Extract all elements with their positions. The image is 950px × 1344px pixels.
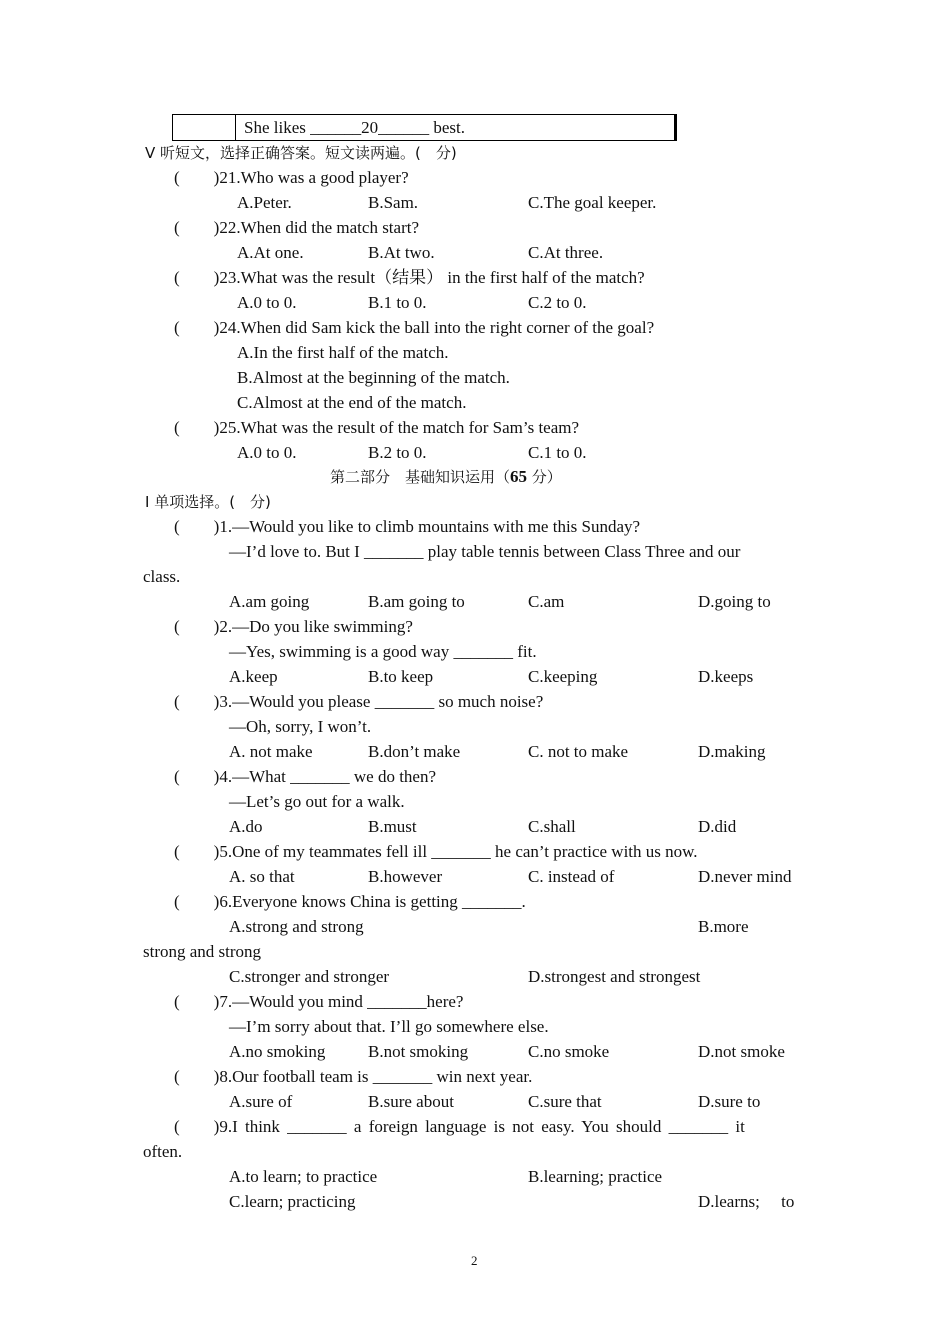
q21-option-a: A.Peter. <box>237 193 292 212</box>
part2-title-end: 分） <box>527 468 562 486</box>
part2-title <box>330 467 562 487</box>
section5-heading: Ⅴ 听短文，选择正确答案。短文读两遍。( 分) <box>145 144 457 162</box>
blank-20: ______20______ <box>310 117 430 137</box>
q1-option-d: D.going to <box>698 592 771 611</box>
q6-option-a: A.strong and strong <box>229 917 364 936</box>
q21-option-c: C.The goal keeper. <box>528 193 657 212</box>
q24-stem: ( )24.When did Sam kick the ball into the right corner of the goal? <box>174 318 655 337</box>
q25-option-a: A.0 to 0. <box>237 443 297 462</box>
answer-table <box>172 114 677 141</box>
q5-stem: ( )5.One of my teammates fell ill _______ he can’t practice with us now. <box>174 842 698 861</box>
q2-option-c: C.keeping <box>528 667 598 686</box>
q2-option-d: D.keeps <box>698 667 754 686</box>
q1-cont: class. <box>143 567 181 586</box>
q1-option-a: A.am going <box>229 592 310 611</box>
q5-option-a: A. so that <box>229 867 295 886</box>
q1-stem: ( )1.—Would you like to climb mountains with me this Sunday? <box>174 517 641 536</box>
q23-option-c: C.2 to 0. <box>528 293 587 312</box>
q21-option-b: B.Sam. <box>368 193 419 212</box>
q7-option-c: C.no smoke <box>528 1042 610 1061</box>
q6-option-b-cont: strong and strong <box>143 942 262 961</box>
q2-option-a: A.keep <box>229 667 278 686</box>
q9-cont: often. <box>143 1142 183 1161</box>
q3-option-b: B.don’t make <box>368 742 461 761</box>
q2-stem: ( )2.—Do you like swimming? <box>174 617 413 636</box>
q4-stem: ( )4.—What _______ we do then? <box>174 767 437 786</box>
q24-option-c: C.Almost at the end of the match. <box>237 393 467 412</box>
q25-stem: ( )25.What was the result of the match for Sam’s team? <box>174 418 580 437</box>
q7-option-a: A.no smoking <box>229 1042 326 1061</box>
q23-stem: ( )23.What was the result（结果） in the first half of the match? <box>174 268 645 287</box>
q8-stem: ( )8.Our football team is _______ win next year. <box>174 1067 533 1086</box>
part2-score: 65 <box>510 467 528 486</box>
table-cell-sentence <box>236 115 676 141</box>
q1-option-b: B.am going to <box>368 592 465 611</box>
q4-option-d: D.did <box>698 817 737 836</box>
q24-option-b: B.Almost at the beginning of the match. <box>237 368 510 387</box>
q4-option-a: A.do <box>229 817 263 836</box>
q2-option-b: B.to keep <box>368 667 434 686</box>
q7-line2: —I’m sorry about that. I’ll go somewhere else. <box>229 1017 549 1036</box>
table-cell-empty <box>173 115 236 141</box>
q9-option-b: B.learning; practice <box>528 1167 663 1186</box>
q1-line2: —I’d love to. But I _______ play table tennis between Class Three and our <box>229 542 741 561</box>
q9-option-a: A.to learn; to practice <box>229 1167 378 1186</box>
q7-option-b: B.not smoking <box>368 1042 469 1061</box>
q7-stem: ( )7.—Would you mind _______here? <box>174 992 464 1011</box>
q23-option-a: A.0 to 0. <box>237 293 297 312</box>
q6-option-d: D.strongest and strongest <box>528 967 701 986</box>
q22-stem: ( )22.When did the match start? <box>174 218 420 237</box>
q4-option-c: C.shall <box>528 817 576 836</box>
q4-option-b: B.must <box>368 817 417 836</box>
q3-stem: ( )3.—Would you please _______ so much noise? <box>174 692 544 711</box>
section1-heading: Ⅰ 单项选择。( 分) <box>145 493 271 511</box>
q3-option-d: D.making <box>698 742 766 761</box>
q6-option-c: C.stronger and stronger <box>229 967 390 986</box>
q8-option-a: A.sure of <box>229 1092 293 1111</box>
table-text-b: best. <box>433 117 465 137</box>
page-number: 2 <box>471 1253 478 1268</box>
q4-line2: —Let’s go out for a walk. <box>229 792 405 811</box>
q6-stem: ( )6.Everyone knows China is getting _______. <box>174 892 526 911</box>
q3-option-a: A. not make <box>229 742 313 761</box>
q25-option-c: C.1 to 0. <box>528 443 587 462</box>
q8-option-b: B.sure about <box>368 1092 454 1111</box>
q24-option-a: A.In the first half of the match. <box>237 343 449 362</box>
q8-option-d: D.sure to <box>698 1092 761 1111</box>
q7-option-d: D.not smoke <box>698 1042 785 1061</box>
q5-option-b: B.however <box>368 867 443 886</box>
q5-option-d: D.never mind <box>698 867 792 886</box>
q9-option-c: C.learn; practicing <box>229 1192 356 1211</box>
q6-option-b: B.more <box>698 917 749 936</box>
q3-option-c: C. not to make <box>528 742 629 761</box>
q25-option-b: B.2 to 0. <box>368 443 427 462</box>
q22-option-b: B.At two. <box>368 243 435 262</box>
q22-option-a: A.At one. <box>237 243 304 262</box>
q21-stem: ( )21.Who was a good player? <box>174 168 409 187</box>
q1-option-c: C.am <box>528 592 565 611</box>
q2-line2: —Yes, swimming is a good way _______ fit. <box>229 642 537 661</box>
part2-title-text: 第二部分 基础知识运用（ <box>330 468 511 486</box>
q5-option-c: C. instead of <box>528 867 615 886</box>
q9-stem: ( )9.I think _______ a foreign language is not easy. You should _______ it <box>174 1117 745 1136</box>
q3-line2: —Oh, sorry, I won’t. <box>229 717 372 736</box>
q22-option-c: C.At three. <box>528 243 604 262</box>
q9-option-d: D.learns; to <box>698 1192 795 1211</box>
q8-option-c: C.sure that <box>528 1092 602 1111</box>
table-text-a: She likes <box>244 117 306 137</box>
q23-option-b: B.1 to 0. <box>368 293 427 312</box>
